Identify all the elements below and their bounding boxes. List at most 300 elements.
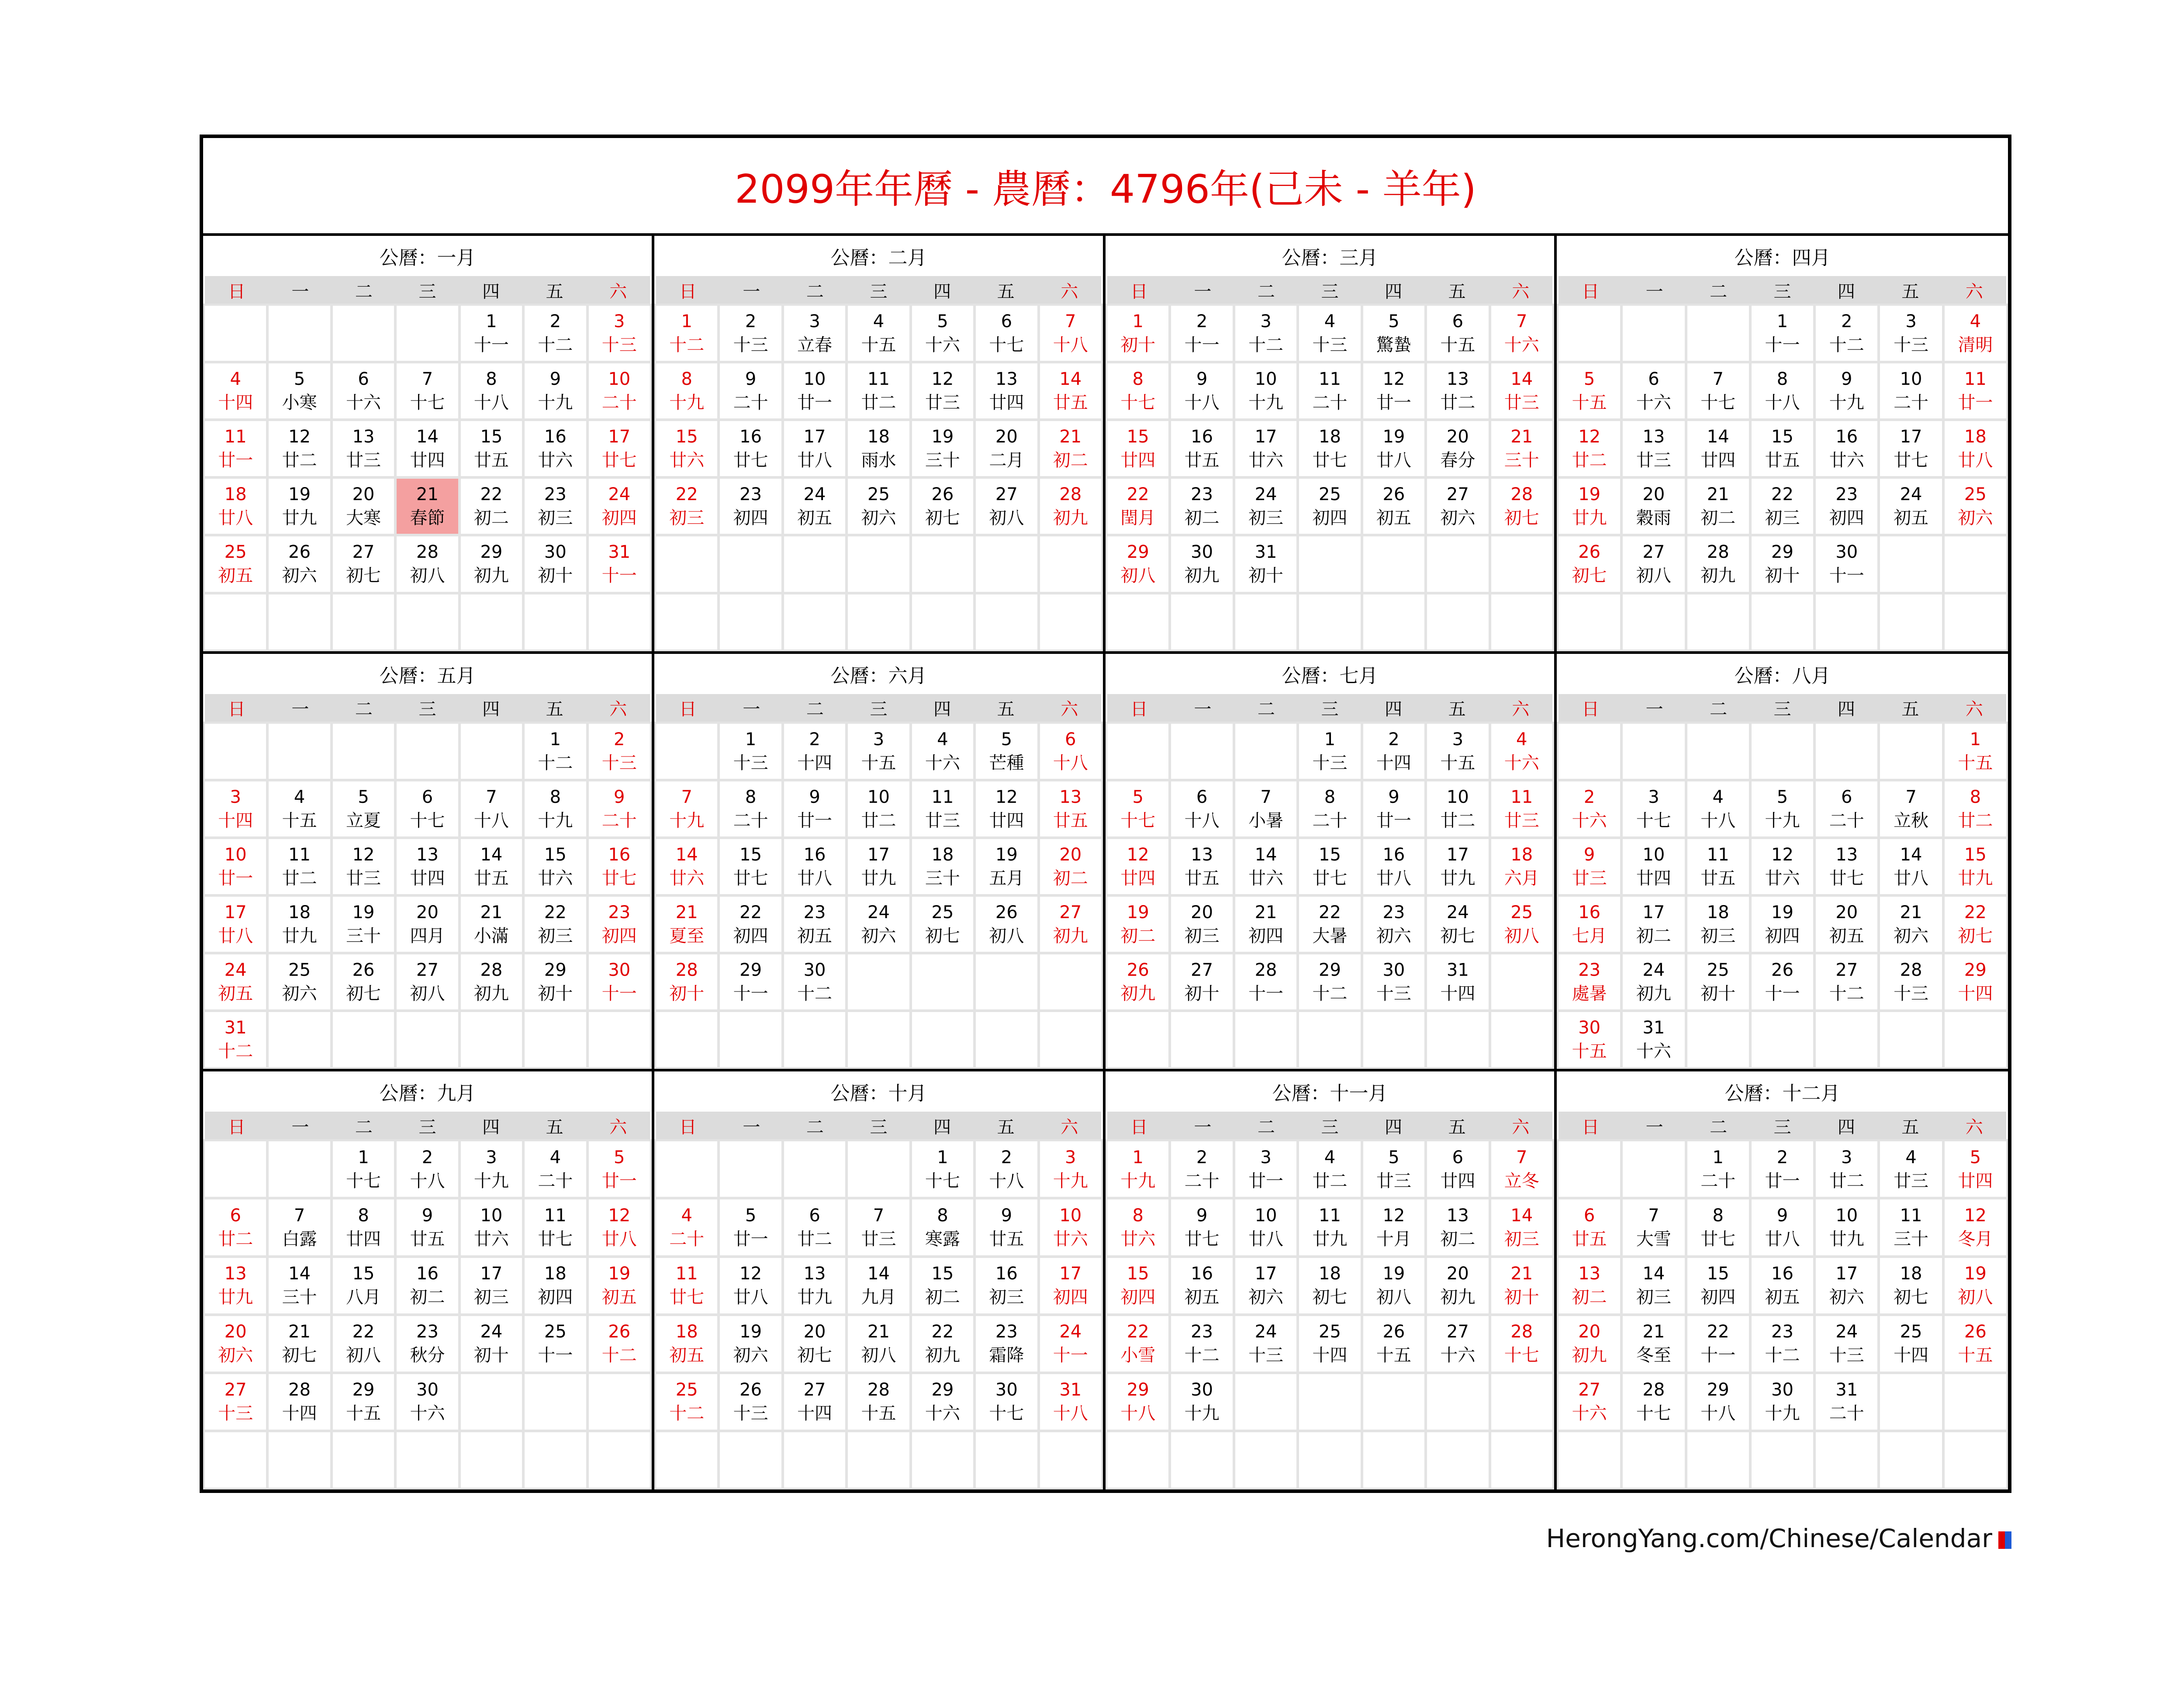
day-cell[interactable]	[848, 1199, 909, 1255]
day-cell[interactable]	[1880, 1316, 1942, 1372]
day-cell[interactable]	[333, 1316, 394, 1372]
day-cell[interactable]	[1299, 479, 1360, 534]
day-cell[interactable]	[205, 839, 266, 894]
day-cell[interactable]	[1752, 363, 1813, 418]
day-cell[interactable]	[1623, 1258, 1684, 1313]
day-cell[interactable]	[1816, 1258, 1877, 1313]
day-cell[interactable]	[1299, 1141, 1360, 1197]
day-cell[interactable]	[525, 479, 586, 534]
day-cell[interactable]	[525, 1141, 586, 1197]
day-cell[interactable]	[397, 1374, 458, 1430]
day-cell[interactable]	[1687, 1141, 1749, 1197]
day-cell[interactable]	[1816, 1199, 1877, 1255]
day-cell[interactable]	[1235, 363, 1296, 418]
day-cell[interactable]	[1816, 306, 1877, 361]
day-cell[interactable]	[1171, 1316, 1232, 1372]
day-cell[interactable]	[784, 1316, 845, 1372]
day-cell[interactable]	[848, 781, 909, 836]
day-cell[interactable]	[1816, 781, 1877, 836]
day-cell[interactable]	[1559, 536, 1620, 591]
day-cell[interactable]	[1945, 724, 2006, 779]
day-cell[interactable]	[461, 421, 522, 476]
day-cell[interactable]	[461, 1199, 522, 1255]
day-cell[interactable]	[1040, 1141, 1101, 1197]
day-cell[interactable]	[1235, 897, 1296, 952]
day-cell[interactable]	[1171, 421, 1232, 476]
day-cell[interactable]	[1040, 839, 1101, 894]
day-cell[interactable]	[1171, 1199, 1232, 1255]
day-cell[interactable]	[1559, 781, 1620, 836]
day-cell[interactable]	[720, 897, 781, 952]
day-cell[interactable]	[1491, 1316, 1552, 1372]
day-cell[interactable]	[784, 1374, 845, 1430]
day-cell[interactable]	[1363, 1258, 1424, 1313]
day-cell[interactable]	[1299, 954, 1360, 1009]
day-cell[interactable]	[1752, 897, 1813, 952]
day-cell[interactable]	[397, 363, 458, 418]
day-cell[interactable]	[525, 954, 586, 1009]
day-cell[interactable]	[1427, 1258, 1488, 1313]
day-cell[interactable]	[1752, 306, 1813, 361]
day-cell[interactable]	[720, 421, 781, 476]
day-cell[interactable]	[912, 421, 973, 476]
day-cell[interactable]	[784, 839, 845, 894]
day-cell[interactable]	[1427, 421, 1488, 476]
day-cell[interactable]	[1880, 839, 1942, 894]
day-cell[interactable]	[1299, 1258, 1360, 1313]
day-cell[interactable]	[1559, 1316, 1620, 1372]
day-cell[interactable]	[1040, 421, 1101, 476]
day-cell[interactable]	[976, 781, 1037, 836]
day-cell[interactable]	[1107, 1258, 1168, 1313]
day-cell[interactable]	[1299, 421, 1360, 476]
day-cell[interactable]	[1816, 363, 1877, 418]
footer-link[interactable]	[1546, 1524, 2011, 1553]
day-cell[interactable]	[589, 724, 650, 779]
day-cell[interactable]	[1752, 839, 1813, 894]
day-cell[interactable]	[784, 724, 845, 779]
day-cell[interactable]	[589, 1316, 650, 1372]
day-cell[interactable]	[1687, 421, 1749, 476]
day-cell[interactable]	[912, 724, 973, 779]
day-cell[interactable]	[1687, 954, 1749, 1009]
day-cell[interactable]	[1880, 954, 1942, 1009]
day-cell[interactable]	[589, 839, 650, 894]
day-cell[interactable]	[1427, 897, 1488, 952]
day-cell[interactable]	[205, 781, 266, 836]
day-cell[interactable]	[269, 363, 330, 418]
day-cell[interactable]	[1752, 954, 1813, 1009]
day-cell[interactable]	[1427, 1199, 1488, 1255]
day-cell[interactable]	[1427, 363, 1488, 418]
day-cell[interactable]	[912, 306, 973, 361]
day-cell[interactable]	[1427, 306, 1488, 361]
day-cell[interactable]	[205, 1374, 266, 1430]
day-cell[interactable]	[1491, 1199, 1552, 1255]
day-cell[interactable]	[205, 1012, 266, 1067]
day-cell[interactable]	[1623, 479, 1684, 534]
day-cell[interactable]	[1363, 781, 1424, 836]
day-cell[interactable]	[397, 1258, 458, 1313]
day-cell[interactable]	[1491, 479, 1552, 534]
day-cell[interactable]	[784, 897, 845, 952]
day-cell[interactable]	[656, 897, 717, 952]
day-cell[interactable]	[461, 839, 522, 894]
day-cell[interactable]	[461, 536, 522, 591]
day-cell[interactable]	[525, 724, 586, 779]
day-cell[interactable]	[205, 536, 266, 591]
day-cell[interactable]	[269, 954, 330, 1009]
day-cell[interactable]	[589, 1141, 650, 1197]
day-cell[interactable]	[976, 1141, 1037, 1197]
day-cell[interactable]	[720, 954, 781, 1009]
day-cell[interactable]	[397, 897, 458, 952]
day-cell[interactable]	[1559, 954, 1620, 1009]
day-cell[interactable]	[1491, 363, 1552, 418]
day-cell[interactable]	[205, 421, 266, 476]
day-cell[interactable]	[1687, 1258, 1749, 1313]
day-cell[interactable]	[976, 1374, 1037, 1430]
day-cell[interactable]	[976, 1316, 1037, 1372]
day-cell[interactable]	[1491, 839, 1552, 894]
day-cell[interactable]	[1299, 306, 1360, 361]
day-cell[interactable]	[1299, 724, 1360, 779]
day-cell[interactable]	[912, 1199, 973, 1255]
day-cell[interactable]	[1752, 781, 1813, 836]
day-cell[interactable]	[1040, 479, 1101, 534]
day-cell[interactable]	[1559, 1199, 1620, 1255]
day-cell[interactable]	[397, 1316, 458, 1372]
day-cell[interactable]	[269, 1258, 330, 1313]
day-cell[interactable]	[1491, 724, 1552, 779]
day-cell[interactable]	[525, 306, 586, 361]
day-cell[interactable]	[976, 421, 1037, 476]
day-cell[interactable]	[1945, 421, 2006, 476]
day-cell[interactable]	[1880, 363, 1942, 418]
day-cell[interactable]	[1107, 306, 1168, 361]
day-cell[interactable]	[1107, 1374, 1168, 1430]
day-cell[interactable]	[1945, 1141, 2006, 1197]
day-cell[interactable]	[848, 479, 909, 534]
day-cell[interactable]	[397, 839, 458, 894]
day-cell[interactable]	[912, 781, 973, 836]
day-cell[interactable]	[269, 1199, 330, 1255]
day-cell[interactable]	[848, 724, 909, 779]
day-cell[interactable]	[1816, 421, 1877, 476]
day-cell[interactable]	[1107, 1199, 1168, 1255]
day-cell[interactable]	[1559, 363, 1620, 418]
day-cell[interactable]	[1107, 781, 1168, 836]
day-cell[interactable]	[1235, 1316, 1296, 1372]
day-cell[interactable]	[1623, 1199, 1684, 1255]
day-cell[interactable]	[1880, 1258, 1942, 1313]
day-cell[interactable]	[1816, 1316, 1877, 1372]
day-cell[interactable]	[269, 839, 330, 894]
day-cell[interactable]	[1687, 897, 1749, 952]
day-cell[interactable]	[1171, 897, 1232, 952]
day-cell[interactable]	[912, 363, 973, 418]
day-cell[interactable]	[333, 479, 394, 534]
day-cell[interactable]	[1752, 1258, 1813, 1313]
day-cell[interactable]	[1945, 306, 2006, 361]
day-cell[interactable]	[1945, 1316, 2006, 1372]
day-cell[interactable]	[205, 363, 266, 418]
day-cell[interactable]	[1945, 839, 2006, 894]
day-cell[interactable]	[1816, 954, 1877, 1009]
day-cell[interactable]	[525, 839, 586, 894]
day-cell[interactable]	[1687, 1374, 1749, 1430]
day-cell[interactable]	[1816, 839, 1877, 894]
day-cell[interactable]	[912, 1258, 973, 1313]
day-cell[interactable]	[1491, 421, 1552, 476]
day-cell[interactable]	[333, 781, 394, 836]
day-cell[interactable]	[912, 1316, 973, 1372]
day-cell[interactable]	[1491, 1141, 1552, 1197]
day-cell[interactable]	[1816, 1141, 1877, 1197]
day-cell[interactable]	[1107, 536, 1168, 591]
day-cell[interactable]	[1363, 1199, 1424, 1255]
day-cell[interactable]	[976, 897, 1037, 952]
day-cell[interactable]	[333, 1374, 394, 1430]
day-cell[interactable]	[1752, 1374, 1813, 1430]
day-cell[interactable]	[525, 536, 586, 591]
day-cell[interactable]	[1040, 1258, 1101, 1313]
day-cell[interactable]	[1623, 897, 1684, 952]
day-cell[interactable]	[1363, 1141, 1424, 1197]
day-cell[interactable]	[656, 1258, 717, 1313]
day-cell[interactable]	[1171, 306, 1232, 361]
day-cell[interactable]	[1945, 1199, 2006, 1255]
day-cell[interactable]	[848, 1258, 909, 1313]
day-cell[interactable]	[589, 536, 650, 591]
day-cell[interactable]	[1491, 781, 1552, 836]
day-cell[interactable]	[1299, 781, 1360, 836]
day-cell[interactable]	[1299, 897, 1360, 952]
day-cell[interactable]	[333, 1199, 394, 1255]
day-cell[interactable]	[1427, 1316, 1488, 1372]
day-cell[interactable]	[1559, 839, 1620, 894]
day-cell[interactable]	[1235, 839, 1296, 894]
day-cell[interactable]	[333, 363, 394, 418]
day-cell[interactable]	[1171, 1374, 1232, 1430]
day-cell[interactable]	[1752, 1199, 1813, 1255]
day-cell[interactable]	[720, 724, 781, 779]
day-cell[interactable]	[1945, 1258, 2006, 1313]
day-cell[interactable]	[1363, 306, 1424, 361]
day-cell[interactable]	[1752, 536, 1813, 591]
day-cell[interactable]	[1816, 536, 1877, 591]
day-cell[interactable]	[1559, 479, 1620, 534]
day-cell[interactable]	[1427, 954, 1488, 1009]
day-cell[interactable]	[1816, 479, 1877, 534]
day-cell[interactable]	[1816, 897, 1877, 952]
day-cell[interactable]	[525, 1258, 586, 1313]
day-cell[interactable]	[589, 479, 650, 534]
day-cell[interactable]	[1880, 1199, 1942, 1255]
day-cell[interactable]	[525, 363, 586, 418]
day-cell[interactable]	[1623, 421, 1684, 476]
day-cell[interactable]	[848, 306, 909, 361]
day-cell[interactable]	[720, 1258, 781, 1313]
day-cell[interactable]	[784, 1258, 845, 1313]
day-cell[interactable]	[397, 536, 458, 591]
day-cell[interactable]	[1363, 954, 1424, 1009]
day-cell[interactable]	[397, 781, 458, 836]
day-cell[interactable]	[1107, 839, 1168, 894]
day-cell[interactable]	[656, 479, 717, 534]
day-cell[interactable]	[1559, 421, 1620, 476]
day-cell[interactable]	[525, 897, 586, 952]
day-cell[interactable]	[205, 1199, 266, 1255]
day-cell[interactable]	[848, 421, 909, 476]
day-cell[interactable]	[1363, 479, 1424, 534]
day-cell[interactable]	[976, 363, 1037, 418]
day-cell[interactable]	[205, 479, 266, 534]
day-cell[interactable]	[1040, 1374, 1101, 1430]
day-cell[interactable]	[784, 479, 845, 534]
day-cell[interactable]	[461, 954, 522, 1009]
day-cell[interactable]	[525, 1316, 586, 1372]
day-cell[interactable]	[1235, 306, 1296, 361]
day-cell[interactable]	[1816, 1374, 1877, 1430]
day-cell[interactable]	[1752, 421, 1813, 476]
day-cell[interactable]	[656, 1374, 717, 1430]
day-cell[interactable]	[1427, 839, 1488, 894]
day-cell[interactable]	[1687, 781, 1749, 836]
day-cell[interactable]	[1427, 1141, 1488, 1197]
day-cell[interactable]	[912, 1141, 973, 1197]
day-cell[interactable]	[720, 306, 781, 361]
day-cell[interactable]	[1040, 306, 1101, 361]
day-cell[interactable]	[525, 781, 586, 836]
day-cell[interactable]	[912, 479, 973, 534]
day-cell[interactable]	[1299, 1199, 1360, 1255]
day-cell[interactable]	[848, 839, 909, 894]
day-cell[interactable]	[1623, 1012, 1684, 1067]
day-cell[interactable]	[720, 1199, 781, 1255]
day-cell[interactable]	[848, 1374, 909, 1430]
day-cell[interactable]	[205, 1316, 266, 1372]
day-cell[interactable]	[1687, 363, 1749, 418]
day-cell[interactable]	[333, 839, 394, 894]
day-cell[interactable]	[1945, 897, 2006, 952]
day-cell[interactable]	[397, 954, 458, 1009]
day-cell[interactable]	[784, 421, 845, 476]
day-cell[interactable]	[1235, 421, 1296, 476]
day-cell[interactable]	[461, 897, 522, 952]
day-cell[interactable]	[976, 1258, 1037, 1313]
day-cell[interactable]	[784, 954, 845, 1009]
day-cell[interactable]	[1623, 536, 1684, 591]
day-cell[interactable]	[1559, 1012, 1620, 1067]
day-cell[interactable]	[1107, 479, 1168, 534]
day-cell[interactable]	[589, 1258, 650, 1313]
day-cell[interactable]	[1623, 1374, 1684, 1430]
day-cell[interactable]	[656, 839, 717, 894]
day-cell[interactable]	[1171, 954, 1232, 1009]
day-cell[interactable]	[1171, 1258, 1232, 1313]
day-cell[interactable]	[1363, 1316, 1424, 1372]
day-cell[interactable]	[205, 954, 266, 1009]
day-cell[interactable]	[1427, 724, 1488, 779]
day-cell[interactable]	[1623, 781, 1684, 836]
day-cell[interactable]	[333, 954, 394, 1009]
day-cell[interactable]	[848, 897, 909, 952]
day-cell[interactable]	[589, 781, 650, 836]
day-cell[interactable]	[1040, 1199, 1101, 1255]
day-cell[interactable]	[1880, 781, 1942, 836]
day-cell[interactable]	[1235, 479, 1296, 534]
day-cell[interactable]	[720, 479, 781, 534]
day-cell[interactable]	[848, 363, 909, 418]
day-cell[interactable]	[720, 1316, 781, 1372]
day-cell[interactable]	[656, 1316, 717, 1372]
day-cell[interactable]	[1171, 1141, 1232, 1197]
day-cell[interactable]	[784, 363, 845, 418]
day-cell[interactable]	[1363, 363, 1424, 418]
day-cell[interactable]	[720, 1374, 781, 1430]
day-cell[interactable]	[784, 781, 845, 836]
day-cell[interactable]	[1559, 897, 1620, 952]
day-cell[interactable]	[1491, 1258, 1552, 1313]
day-cell[interactable]	[656, 781, 717, 836]
day-cell[interactable]	[976, 306, 1037, 361]
day-cell[interactable]	[976, 1199, 1037, 1255]
day-cell[interactable]	[1427, 479, 1488, 534]
day-cell[interactable]	[1107, 954, 1168, 1009]
day-cell[interactable]	[1491, 897, 1552, 952]
day-cell[interactable]	[1623, 363, 1684, 418]
day-cell[interactable]	[525, 1199, 586, 1255]
day-cell[interactable]	[1363, 421, 1424, 476]
day-cell[interactable]	[1171, 536, 1232, 591]
day-cell[interactable]	[589, 306, 650, 361]
day-cell[interactable]	[1235, 536, 1296, 591]
day-cell[interactable]	[333, 1141, 394, 1197]
day-cell[interactable]	[1040, 363, 1101, 418]
day-cell[interactable]	[656, 363, 717, 418]
day-cell[interactable]	[1363, 839, 1424, 894]
day-cell[interactable]	[1559, 1374, 1620, 1430]
day-cell[interactable]	[1945, 954, 2006, 1009]
day-cell[interactable]	[1623, 839, 1684, 894]
day-cell[interactable]	[1171, 839, 1232, 894]
day-cell[interactable]	[1107, 1316, 1168, 1372]
day-cell[interactable]	[1687, 1316, 1749, 1372]
day-cell[interactable]	[269, 536, 330, 591]
footer-text[interactable]: HerongYang.com/Chinese/Calendar	[1546, 1524, 1992, 1553]
day-cell[interactable]	[1491, 306, 1552, 361]
day-cell[interactable]	[1945, 781, 2006, 836]
day-cell[interactable]	[1299, 839, 1360, 894]
day-cell[interactable]	[656, 306, 717, 361]
day-cell[interactable]	[1040, 781, 1101, 836]
day-cell[interactable]	[205, 1258, 266, 1313]
day-cell[interactable]	[333, 421, 394, 476]
day-cell[interactable]	[1235, 781, 1296, 836]
day-cell[interactable]	[1171, 781, 1232, 836]
day-cell[interactable]	[1945, 479, 2006, 534]
day-cell[interactable]	[1107, 897, 1168, 952]
day-cell[interactable]	[1427, 781, 1488, 836]
day-cell[interactable]	[912, 897, 973, 952]
day-cell[interactable]	[1235, 1199, 1296, 1255]
day-cell[interactable]	[1880, 306, 1942, 361]
day-cell[interactable]	[1171, 363, 1232, 418]
day-cell[interactable]	[912, 1374, 973, 1430]
day-cell[interactable]	[1687, 479, 1749, 534]
day-cell[interactable]	[912, 839, 973, 894]
